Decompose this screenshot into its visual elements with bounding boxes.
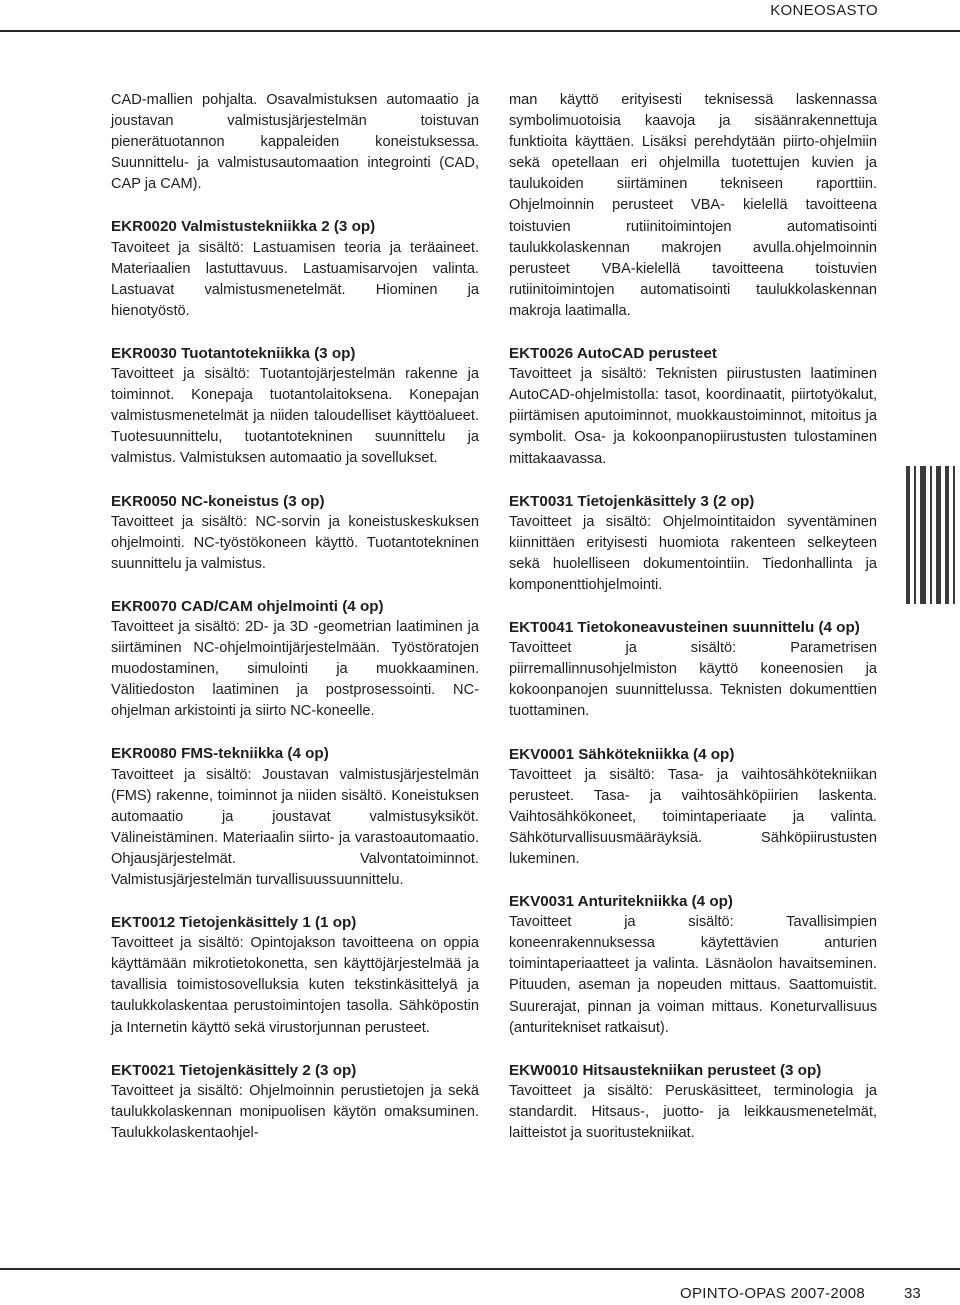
- course-title: EKR0020 Valmistustekniikka 2 (3 op): [111, 218, 376, 236]
- section-label: KONEOSASTO: [770, 2, 878, 19]
- decorative-bar: [920, 466, 926, 604]
- course-ekt0031: [509, 491, 877, 596]
- course-title: EKT0031 Tietojenkäsittely 3 (2 op): [509, 492, 755, 510]
- course-title: EKR0070 CAD/CAM ohjelmointi (4 op): [111, 597, 384, 615]
- course-description: Tavoitteet ja sisältö: Opintojakson tavoitteena on oppia käyttämään mikrotietokonetta, sen käyttöjärjestelmää ja tavallisia toimistosovelluksia kuten tekstinkäsittelyä ja taulukkolaskentaa perustoimintojen tasolla. Sähköpostin ja Internetin käyttö sekä virustorjunnan perusteet.: [111, 935, 479, 1036]
- header-rule: [0, 30, 960, 32]
- course-title: EKR0050 NC-koneistus (3 op): [111, 492, 325, 510]
- course-description: Tavoitteet ja sisältö: Teknisten piirustusten laatiminen AutoCAD-ohjelmistolla: tasot, koordinaatit, piirtotyökalut, piirtämisen aputoiminnot, muokkaustoiminnot, mitoitus ja symbolit. Osa- ja kokoonpanopiirustusten tulostaminen mittakaavassa.: [509, 366, 877, 467]
- course-description: Tavoiteet ja sisältö: Lastuamisen teoria ja teräaineet. Materiaalien lastuttavuus. Lastuamisarvojen valinta. Lastuavat valmistusmenetelmät. Hiominen ja hienotyöstö.: [111, 239, 479, 319]
- page-number: 33: [904, 1285, 921, 1302]
- course-title: EKT0026 AutoCAD perusteet: [509, 345, 717, 363]
- decorative-bar: [914, 466, 916, 604]
- course-title: EKV0001 Sähkötekniikka (4 op): [509, 745, 735, 763]
- course-description: Tavoitteet ja sisältö: Tuotantojärjestelmän rakenne ja toiminnot. Konepaja tuotantolaitoksena. Konepajan valmistusmenetelmät ja niiden taloudelliset käyttöalueet. Tuotesuunnittelu, tuotantotekninen suunnittelu ja valmistus. Valmistuksen automaatio ja sovellukset.: [111, 366, 479, 467]
- course-title: EKW0010 Hitsaustekniikan perusteet (3 op): [509, 1061, 822, 1079]
- course-ekt0041: [509, 617, 877, 722]
- course-description: Tavoitteet ja sisältö: Tavallisimpien koneenrakennuksessa käytettävien anturien toimintaperiaatteet ja valinta. Läsnäolon havaitseminen. Pituuden, aseman ja nopeuden mittaus. Saattomuistit. Suurerajat, pinnan ja voiman mittaus. Koneturvallisuus (anturitekniset ratkaisut).: [509, 914, 877, 1036]
- course-ekt0026: [509, 343, 877, 470]
- decorative-bar: [945, 466, 949, 604]
- left-column: [111, 90, 479, 1144]
- course-ekr0050: [111, 491, 479, 575]
- course-ekr0070: [111, 596, 479, 723]
- course-title: EKR0080 FMS-tekniikka (4 op): [111, 745, 329, 763]
- course-ekt0012: [111, 912, 479, 1039]
- course-description: Tavoitteet ja sisältö: Ohjelmoinnin perustietojen ja sekä taulukkolaskennan monipuolisen käytön omaksuminen. Taulukkolaskentaohjel-: [111, 1082, 479, 1141]
- course-ekr0020: [111, 216, 479, 321]
- course-description: Tavoitteet ja sisältö: Tasa- ja vaihtosähkötekniikan perusteet. Tasa- ja vaihtosähköpiirien laskenta. Vaihtosähkökoneet, toimintaperiaate ja valinta. Sähköturvallisuusmääräyksiä. Sähköpiirustusten lukeminen.: [509, 766, 877, 867]
- course-title: EKT0021 Tietojenkäsittely 2 (3 op): [111, 1061, 357, 1079]
- course-title: EKV0031 Anturitekniikka (4 op): [509, 893, 733, 911]
- course-description: Tavoitteet ja sisältö: Ohjelmointitaidon syventäminen kiinnittäen erityisesti huomiota rakenteen selkeyteen sekä huolelliseen dokumentointiin. Tiedonhallinta ja komponenttiohjelmointi.: [509, 513, 877, 593]
- footer-rule: [0, 1268, 960, 1270]
- course-description: Tavoitteet ja sisältö: NC-sorvin ja koneistuskeskuksen ohjelmointi. NC-työstökoneen käyttö. Tuotantotekninen suunnittelu ja valmistus.: [111, 513, 479, 572]
- decorative-bar: [906, 466, 910, 604]
- course-ekt0021: [111, 1060, 479, 1144]
- left-lead-paragraph: CAD-mallien pohjalta. Osavalmistuksen automaatio ja joustavan valmistusjärjestelmän toistuvan pienerätuotannon kappaleiden koneistuksessa. Suunnittelu- ja valmistusautomaation integrointi (CAD, CAP ja CAM).: [111, 92, 479, 193]
- course-title: EKT0012 Tietojenkäsittely 1 (1 op): [111, 914, 357, 932]
- right-lead-paragraph: man käyttö erityisesti teknisessä laskennassa symbolimuotoisia kaavoja ja sisäänrakennettuja funktioita käyttäen. Lisäksi perehdytään piirto-ohjelmiin sekä opetellaan eri ohjelmilla tuotettujen kuvien ja taulukoiden siirtäminen tekniseen raporttiin. Ohjelmoinnin perusteet VBA- kielellä tavoitteena toistuvien rutiinitoimintojen automatisointi taulukkolaskennan makrojen avulla.ohjelmoinnin perusteet VBA-kielellä tavoitteena toistuvien rutiinitoimintojen automatisointi taulukkolaskennan makroja laatimalla.: [509, 92, 877, 319]
- course-ekr0030: [111, 343, 479, 470]
- course-ekw0010: [509, 1060, 877, 1144]
- course-ekr0080: [111, 743, 479, 891]
- course-description: Tavoitteet ja sisältö: Joustavan valmistusjärjestelmän (FMS) rakenne, toiminnot ja niiden sisältö. Koneistuksen automaatio ja joustavat valmistusyksiköt. Välineistäminen. Materiaalin siirto- ja varastoautomaatio. Ohjausjärjestelmät. Valvontatoiminnot. Valmistusjärjestelmän turvallisuussuunnittelu.: [111, 766, 479, 888]
- course-ekv0031: [509, 891, 877, 1039]
- decorative-bar: [936, 466, 941, 604]
- decorative-bar: [953, 466, 955, 604]
- right-column: [509, 90, 877, 1144]
- course-title: EKT0041 Tietokoneavusteinen suunnittelu (4 op): [509, 619, 860, 637]
- course-ekv0001: [509, 744, 877, 871]
- course-description: Tavoitteet ja sisältö: Peruskäsitteet, terminologia ja standardit. Hitsaus-, juotto- ja leikkausmenetelmät, laitteistot ja suoritustekniikat.: [509, 1082, 877, 1142]
- course-description: Tavoitteet ja sisältö: 2D- ja 3D -geometrian laatiminen ja siirtäminen NC-ohjelmointijärjestelmään. Työstöratojen muodostaminen, simulointi ja muokkaaminen. Välitiedoston laatiminen ja postprosessointi. NC-ohjelman arkistointi ja siirto NC-koneelle.: [111, 618, 479, 720]
- decorative-bar: [930, 466, 932, 604]
- decorative-barcode-bars: [906, 466, 960, 604]
- footer-publication-title: OPINTO-OPAS 2007-2008: [680, 1285, 865, 1302]
- course-title: EKR0030 Tuotantotekniikka (3 op): [111, 344, 356, 362]
- course-description: Tavoitteet ja sisältö: Parametrisen piirremallinnusohjelmiston käyttö koneenosien ja kokoonpanojen suunnittelussa. Teknisten dokumenttien tuottaminen.: [509, 640, 877, 720]
